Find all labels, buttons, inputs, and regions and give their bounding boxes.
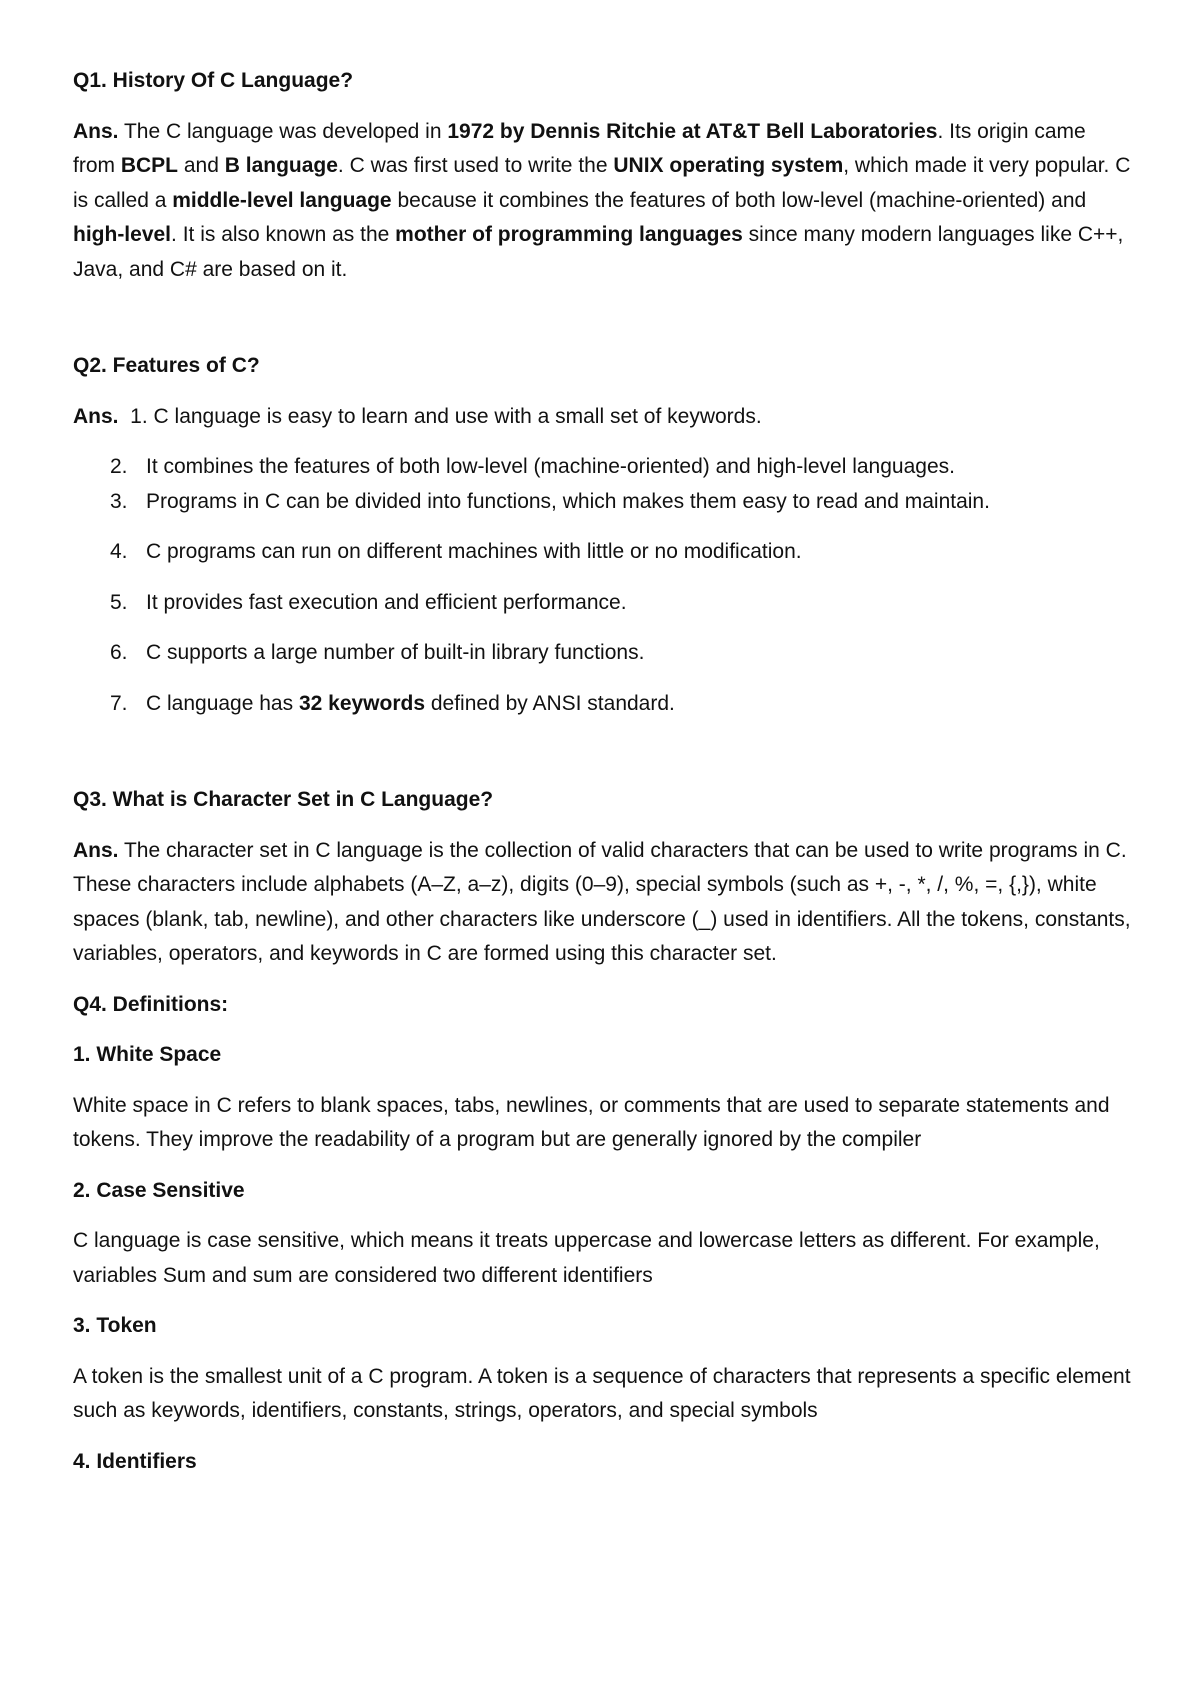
list-item-bold: 32 keywords: [298, 691, 426, 715]
q1-bold-2: BCPL: [120, 154, 179, 177]
list-item-text: Programs in C can be divided into functions, which makes them easy to read and maintain.: [146, 489, 990, 513]
q4-heading: Q4. Definitions:: [73, 992, 229, 1016]
q1-bold-6: high-level: [73, 223, 172, 246]
list-item-number: 6.: [110, 641, 128, 664]
q1-bold-4: UNIX operating system: [613, 154, 844, 177]
list-item-text-2: defined by ANSI standard.: [425, 691, 675, 715]
q1-ans-label: Ans.: [73, 119, 119, 143]
q1-text-7: . It is also known as the: [171, 223, 396, 246]
q1-text-3: and: [178, 154, 225, 177]
q3-answer: [73, 834, 1133, 972]
list-item: [73, 636, 1133, 671]
list-item-number: 2.: [110, 455, 128, 478]
list-item: [73, 485, 1133, 520]
list-item: [73, 687, 1133, 722]
list-item-text-1: C language has: [146, 691, 299, 715]
list-item-number: 4.: [110, 540, 128, 563]
white-space-heading: 1. White Space: [73, 1043, 222, 1066]
list-item-text: It combines the features of both low-level (machine-oriented) and high-level languages.: [146, 455, 955, 478]
q1-bold-3: B language: [224, 154, 338, 177]
q1-heading: Q1. History Of C Language?: [73, 69, 354, 92]
q1-text-5: , which made it very popular. C is called a: [73, 154, 1131, 212]
q1-text-1: The C language was developed in: [118, 119, 448, 143]
q2-first-item: [73, 400, 1133, 435]
q2-first-item-text: 1. C language is easy to learn and use with a small set of keywords.: [118, 404, 762, 428]
q1-text-8: since many modern languages like C++, Java, and C# are based on it.: [73, 223, 1124, 281]
list-item-number: 3.: [110, 489, 128, 513]
q1-answer: [73, 115, 1133, 288]
q1-text-4: . C was first used to write the: [337, 154, 614, 177]
white-space-definition: White space in C refers to blank spaces, tabs, newlines, or comments that are used to separate statements and tokens. They improve the readability of a program but are generally ignored by the compiler: [73, 1093, 1110, 1151]
q2-ans-label: Ans.: [73, 404, 119, 428]
case-sensitive-definition: C language is case sensitive, which means it treats uppercase and lowercase letters as different. For example, variables Sum and sum are considered two different identifiers: [73, 1229, 1100, 1287]
q1-bold-5: middle-level language: [172, 188, 392, 212]
document-page: [73, 64, 1133, 1479]
q1-bold-1: 1972 by Dennis Ritchie at AT&T Bell Laboratories: [447, 119, 938, 143]
case-sensitive-heading: 2. Case Sensitive: [73, 1178, 245, 1202]
q1-text-2: . Its origin came from: [73, 119, 1086, 177]
list-item-text: C programs can run on different machines with little or no modification.: [146, 540, 802, 563]
list-item: [73, 450, 1133, 485]
list-item-number: 5.: [110, 590, 128, 614]
identifiers-heading: 4. Identifiers: [73, 1449, 197, 1473]
features-list: [73, 450, 1133, 721]
list-item-text: C supports a large number of built-in library functions.: [146, 641, 645, 664]
q2-heading: Q2. Features of C?: [73, 354, 260, 377]
token-definition: A token is the smallest unit of a C program. A token is a sequence of characters that represents a specific element such as keywords, identifiers, constants, strings, operators, and special symbols: [73, 1364, 1131, 1422]
list-item: [73, 586, 1133, 621]
q1-bold-7: mother of programming languages: [395, 223, 743, 246]
q3-ans-label: Ans.: [73, 838, 119, 862]
list-item-number: 7.: [110, 691, 128, 715]
token-heading: 3. Token: [73, 1314, 157, 1337]
q3-text: The character set in C language is the collection of valid characters that can be used to write programs in C. These characters include alphabets (A–Z, a–z), digits (0–9), special symbols (such as +, -, *, /, %, =, {,}), white spaces (blank, tab, newline), and other characters like underscore (_) used in identifiers. All the tokens, constants, variables, operators, and keywords in C are formed using this character set.: [73, 838, 1131, 965]
list-item: [73, 535, 1133, 570]
q1-text-6: because it combines the features of both low-level (machine-oriented) and: [391, 188, 1087, 212]
list-item-text: It provides fast execution and efficient performance.: [146, 590, 627, 614]
q3-heading: Q3. What is Character Set in C Language?: [73, 788, 494, 811]
